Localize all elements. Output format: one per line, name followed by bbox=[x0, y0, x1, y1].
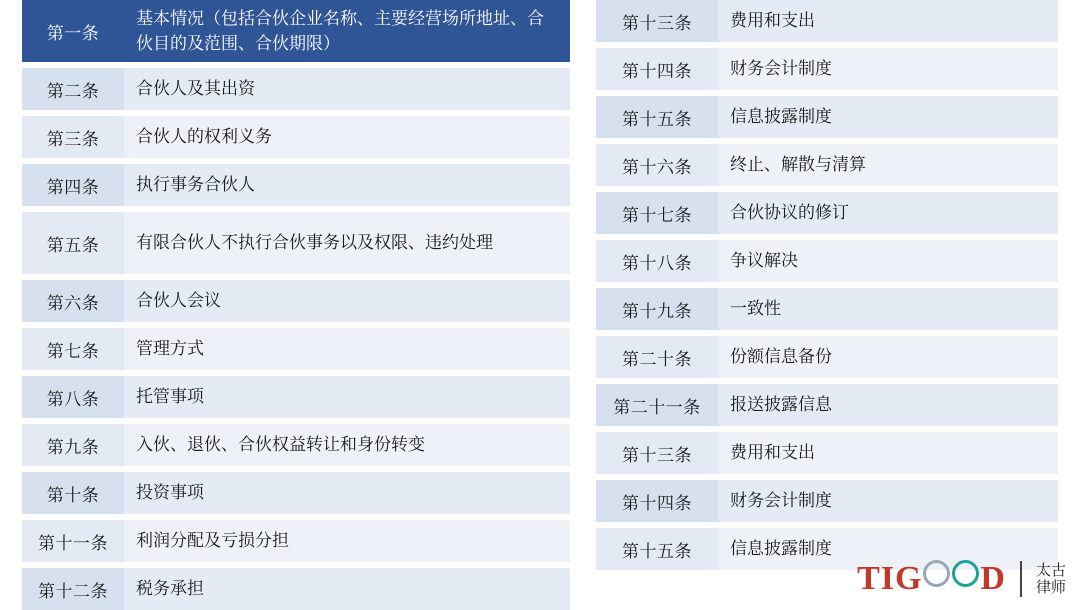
clause-row bbox=[596, 384, 1058, 426]
clause-number: 第五条 bbox=[22, 212, 124, 274]
clause-number: 第十六条 bbox=[596, 144, 718, 186]
clause-number: 第十条 bbox=[22, 472, 124, 514]
clause-row bbox=[596, 432, 1058, 474]
clause-title: 托管事项 bbox=[124, 376, 570, 418]
clause-title: 合伙人会议 bbox=[124, 280, 570, 322]
clause-title: 一致性 bbox=[718, 288, 1058, 330]
clause-title: 执行事务合伙人 bbox=[124, 164, 570, 206]
clause-row bbox=[22, 376, 570, 418]
clause-column-left bbox=[22, 0, 570, 608]
clause-row bbox=[596, 144, 1058, 186]
clause-number: 第十七条 bbox=[596, 192, 718, 234]
clause-number: 第二十条 bbox=[596, 336, 718, 378]
clause-number: 第二十一条 bbox=[596, 384, 718, 426]
clause-number: 第四条 bbox=[22, 164, 124, 206]
clause-row bbox=[22, 280, 570, 322]
clause-title: 报送披露信息 bbox=[718, 384, 1058, 426]
clause-number: 第十八条 bbox=[596, 240, 718, 282]
clause-row bbox=[596, 240, 1058, 282]
clause-number: 第十四条 bbox=[596, 48, 718, 90]
brand-logo bbox=[857, 560, 1066, 598]
logo-text-prefix: TIG bbox=[857, 560, 923, 597]
clause-number: 第十九条 bbox=[596, 288, 718, 330]
clause-title: 有限合伙人不执行合伙事务以及权限、违约处理 bbox=[124, 212, 570, 274]
clause-title: 财务会计制度 bbox=[718, 48, 1058, 90]
clause-row bbox=[22, 116, 570, 158]
logo-ring-gray-icon bbox=[923, 560, 950, 587]
clause-row bbox=[22, 0, 570, 62]
logo-text-suffix: D bbox=[980, 560, 1006, 597]
clause-title: 费用和支出 bbox=[718, 432, 1058, 474]
clause-title: 入伙、退伙、合伙权益转让和身份转变 bbox=[124, 424, 570, 466]
clause-number: 第十四条 bbox=[596, 480, 718, 522]
clause-title: 费用和支出 bbox=[718, 0, 1058, 42]
clause-number: 第十五条 bbox=[596, 96, 718, 138]
clause-title: 合伙人的权利义务 bbox=[124, 116, 570, 158]
clause-row bbox=[596, 48, 1058, 90]
clause-row bbox=[596, 0, 1058, 42]
clause-number: 第十一条 bbox=[22, 520, 124, 562]
logo-divider bbox=[1020, 561, 1022, 597]
clause-row bbox=[22, 328, 570, 370]
clause-column-right bbox=[596, 0, 1058, 608]
logo-wordmark bbox=[857, 560, 1006, 598]
logo-chinese-name bbox=[1036, 562, 1066, 597]
logo-chinese-line-1: 太古 bbox=[1035, 561, 1066, 579]
clause-number: 第七条 bbox=[22, 328, 124, 370]
clause-title: 利润分配及亏损分担 bbox=[124, 520, 570, 562]
clause-row bbox=[596, 288, 1058, 330]
clause-title: 合伙人及其出资 bbox=[124, 68, 570, 110]
clause-number: 第十五条 bbox=[596, 528, 718, 570]
clause-row bbox=[22, 68, 570, 110]
clause-title: 财务会计制度 bbox=[718, 480, 1058, 522]
clause-number: 第八条 bbox=[22, 376, 124, 418]
clause-title: 份额信息备份 bbox=[718, 336, 1058, 378]
clause-title: 争议解决 bbox=[718, 240, 1058, 282]
clause-number: 第十三条 bbox=[596, 432, 718, 474]
clause-title: 信息披露制度 bbox=[718, 528, 1058, 570]
clause-number: 第十三条 bbox=[596, 0, 718, 42]
clause-title: 管理方式 bbox=[124, 328, 570, 370]
clause-row bbox=[22, 424, 570, 466]
clause-row bbox=[22, 164, 570, 206]
clause-row bbox=[596, 480, 1058, 522]
clause-number: 第六条 bbox=[22, 280, 124, 322]
logo-ring-teal-icon bbox=[952, 560, 979, 587]
clause-number: 第九条 bbox=[22, 424, 124, 466]
clause-title: 合伙协议的修订 bbox=[718, 192, 1058, 234]
clause-row bbox=[22, 568, 570, 610]
clause-row bbox=[596, 192, 1058, 234]
clause-number: 第十二条 bbox=[22, 568, 124, 610]
clause-title: 信息披露制度 bbox=[718, 96, 1058, 138]
clause-title: 基本情况（包括合伙企业名称、主要经营场所地址、合伙目的及范围、合伙期限） bbox=[124, 0, 570, 62]
clause-title: 投资事项 bbox=[124, 472, 570, 514]
clause-row bbox=[22, 212, 570, 274]
clause-number: 第三条 bbox=[22, 116, 124, 158]
clause-number: 第一条 bbox=[22, 0, 124, 62]
clause-row bbox=[596, 336, 1058, 378]
clause-title: 税务承担 bbox=[124, 568, 570, 610]
clause-row bbox=[22, 472, 570, 514]
clause-row bbox=[596, 96, 1058, 138]
logo-chinese-line-2: 律师 bbox=[1035, 579, 1066, 596]
clause-number: 第二条 bbox=[22, 68, 124, 110]
clause-row bbox=[22, 520, 570, 562]
clause-title: 终止、解散与清算 bbox=[718, 144, 1058, 186]
